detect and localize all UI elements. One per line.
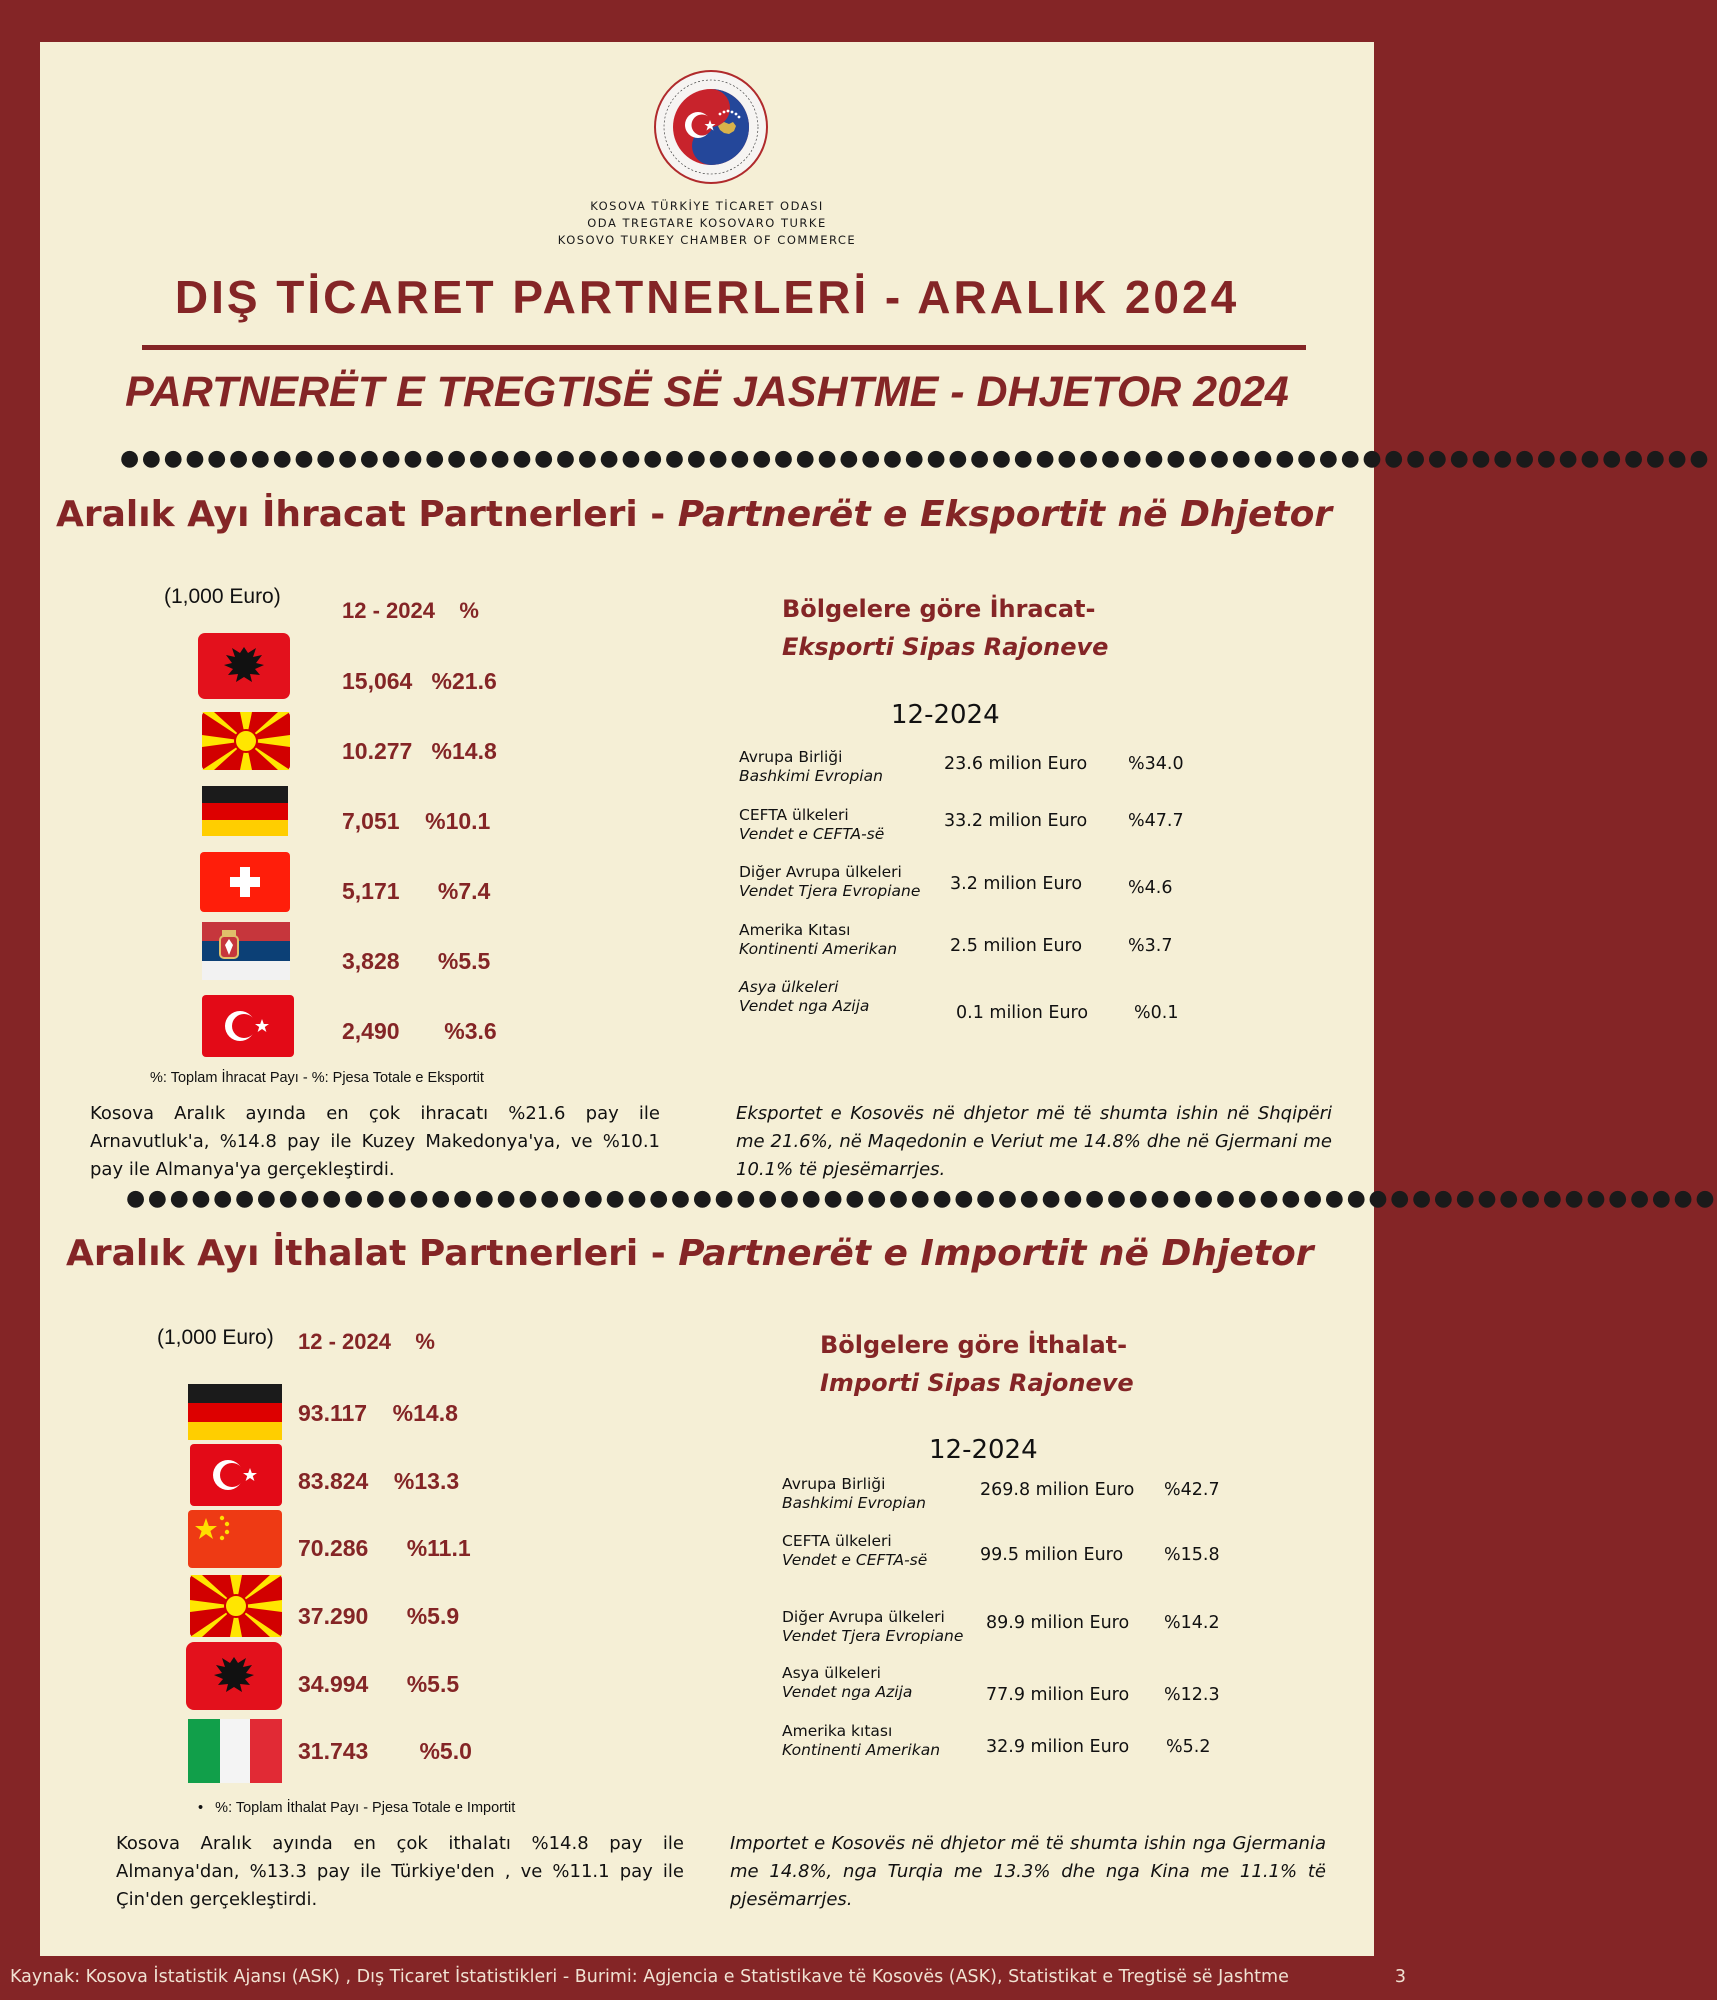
import-region-1-name: Avrupa Birliği Bashkimi Evropian [782,1475,926,1512]
page-title-sq: PARTNERËT E TREGTISË SË JASHTME - DHJETOR 2024 [125,368,1289,416]
import-region-3-name: Diğer Avrupa ülkeleri Vendet Tjera Evropiane [782,1608,964,1645]
export-region-1-pct: %34.0 [1128,754,1184,774]
imports-summary-tr: Kosova Aralık ayında en çok ithalatı %14.8 pay ile Almanya'dan, %13.3 pay ile Türkiye'den , ve %11.1 pay ile Çin'den gerçekleştirdi. [116,1833,684,1910]
imports-unit-label: (1,000 Euro) [157,1326,274,1349]
north-macedonia-flag [202,712,290,770]
export-partner-1-value: 15,064 %21.6 [342,668,497,694]
export-partner-4-value: 5,171 %7.4 [342,878,491,904]
chamber-logo [654,70,768,184]
imports-regions-period: 12-2024 [929,1435,1038,1465]
import-region-2-amount: 99.5 milion Euro [980,1545,1124,1565]
export-region-3-name: Diğer Avrupa ülkeleri Vendet Tjera Evropiane [739,863,921,900]
exports-regions-title [782,590,1108,666]
import-region-1-pct: %42.7 [1164,1480,1220,1500]
exports-regions-period: 12-2024 [891,700,1000,730]
document-page [40,42,1717,1956]
organization-names [40,198,1374,249]
dotted-divider: ●●●●●●●●●●●●●●●●●●●●●●●●●●●●●●●●●●●●●●●●●●●●●●●●●●●●●●●●●●●●●●●●●●●●●●●●● [126,1186,1717,1211]
china-flag [188,1510,282,1568]
export-region-1-name: Avrupa Birliği Bashkimi Evropian [739,748,883,785]
export-region-5-name: Asya ülkeleri Vendet nga Azija [739,978,870,1015]
exports-section-title [56,494,1332,535]
exports-summary-sq: Eksportet e Kosovës në dhjetor më të shumta ishin në Shqipëri me 21.6%, në Maqedonin e Veriut me 14.8% dhe në Gjermani me 10.1% të pjesëmarrjes. [736,1103,1332,1180]
org-name-tr: KOSOVA TÜRKİYE TİCARET ODASI [590,199,824,213]
page-title-tr: DIŞ TİCARET PARTNERLERİ - ARALIK 2024 [174,271,1240,323]
import-region-3-pct: %14.2 [1164,1613,1220,1633]
imports-regions-title [820,1326,1134,1402]
exports-regions-title-tr: Bölgelere göre İhracat- [782,595,1096,623]
export-partner-3-value: 7,051 %10.1 [342,808,491,834]
import-region-5-pct: %5.2 [1166,1737,1211,1757]
imports-share-note: • %: Toplam İthalat Payı - Pjesa Totale e Importit [198,1800,516,1816]
exports-column-header: 12 - 2024 % [342,598,479,623]
germany-flag [202,786,288,836]
albania-flag [198,633,290,699]
import-region-4-amount: 77.9 milion Euro [986,1685,1130,1705]
export-region-2-name: CEFTA ülkeleri Vendet e CEFTA-së [739,806,885,843]
export-region-2-amount: 33.2 milion Euro [944,811,1088,831]
exports-title-sq: Partnerët e Eksportit në Dhjetor [677,494,1333,535]
import-region-4-pct: %12.3 [1164,1685,1220,1705]
switzerland-flag [200,852,290,912]
north-macedonia-flag [190,1575,282,1637]
exports-share-note: %: Toplam İhracat Payı - %: Pjesa Totale e Eksportit [150,1070,484,1086]
italy-flag [188,1719,282,1783]
albania-flag [186,1642,282,1710]
page-number: 3 [1394,1967,1406,1987]
imports-regions-title-sq: Importi Sipas Rajoneve [820,1369,1134,1397]
import-partner-3-value: 70.286 %11.1 [298,1535,471,1561]
export-partner-2-value: 10.277 %14.8 [342,738,497,764]
export-region-4-amount: 2.5 milion Euro [950,936,1083,956]
export-partner-5-value: 3,828 %5.5 [342,948,491,974]
exports-unit-label: (1,000 Euro) [164,585,281,608]
imports-regions-title-tr: Bölgelere göre İthalat- [820,1331,1128,1359]
export-region-2-pct: %47.7 [1128,811,1184,831]
import-region-5-amount: 32.9 milion Euro [986,1737,1130,1757]
export-partner-6-value: 2,490 %3.6 [342,1018,497,1044]
import-region-5-name: Amerika kıtası Kontinenti Amerikan [782,1722,941,1759]
export-region-3-pct: %4.6 [1128,878,1173,898]
import-partner-5-value: 34.994 %5.5 [298,1671,460,1697]
export-region-3-amount: 3.2 milion Euro [950,874,1083,894]
imports-column-header: 12 - 2024 % [298,1329,435,1354]
import-partner-4-value: 37.290 %5.9 [298,1603,460,1629]
import-region-4-name: Asya ülkeleri Vendet nga Azija [782,1664,913,1701]
dotted-divider: ●●●●●●●●●●●●●●●●●●●●●●●●●●●●●●●●●●●●●●●●●●●●●●●●●●●●●●●●●●●●●●●●●●●●●●●●● [120,446,1712,471]
import-region-1-amount: 269.8 milion Euro [980,1480,1135,1500]
org-name-en: KOSOVO TURKEY CHAMBER OF COMMERCE [557,233,857,247]
export-region-1-amount: 23.6 milion Euro [944,754,1088,774]
export-region-4-name: Amerika Kıtası Kontinenti Amerikan [739,921,898,958]
org-name-sq: ODA TREGTARE KOSOVARO TURKE [587,216,827,230]
import-region-2-name: CEFTA ülkeleri Vendet e CEFTA-së [782,1532,928,1569]
export-region-5-amount: 0.1 milion Euro [956,1003,1089,1023]
import-region-2-pct: %15.8 [1164,1545,1220,1565]
turkey-flag [190,1444,282,1506]
serbia-flag [202,922,290,980]
germany-flag [188,1384,282,1440]
imports-title-tr: Aralık Ayı İthalat Partnerleri - [66,1233,679,1274]
imports-section-title [66,1233,1313,1274]
import-region-3-amount: 89.9 milion Euro [986,1613,1130,1633]
imports-summary-sq: Importet e Kosovës në dhjetor më të shumta ishin nga Gjermania me 14.8%, nga Turqia me 13.3% dhe nga Kina me 11.1% të pjesëmarrjes. [730,1833,1326,1910]
export-region-5-pct: %0.1 [1134,1003,1179,1023]
turkey-flag [202,995,294,1057]
exports-summary-tr: Kosova Aralık ayında en çok ihracatı %21.6 pay ile Arnavutluk'a, %14.8 pay ile Kuzey Makedonya'ya, ve %10.1 pay ile Almanya'ya gerçekleştirdi. [90,1103,660,1180]
exports-title-tr: Aralık Ayı İhracat Partnerleri - [56,494,678,535]
imports-title-sq: Partnerët e Importit në Dhjetor [678,1233,1314,1274]
title-divider [142,345,1306,350]
import-partner-2-value: 83.824 %13.3 [298,1468,460,1494]
import-partner-1-value: 93.117 %14.8 [298,1400,458,1426]
source-footer: Kaynak: Kosova İstatistik Ajansı (ASK) , Dış Ticaret İstatistikleri - Burimi: Agjencia e Statistikave të Kosovës (ASK), Statistikat e Tregtisë së Jashtme [10,1967,1289,1987]
export-region-4-pct: %3.7 [1128,936,1173,956]
exports-regions-title-sq: Eksporti Sipas Rajoneve [782,633,1109,661]
import-partner-6-value: 31.743 %5.0 [298,1738,472,1764]
